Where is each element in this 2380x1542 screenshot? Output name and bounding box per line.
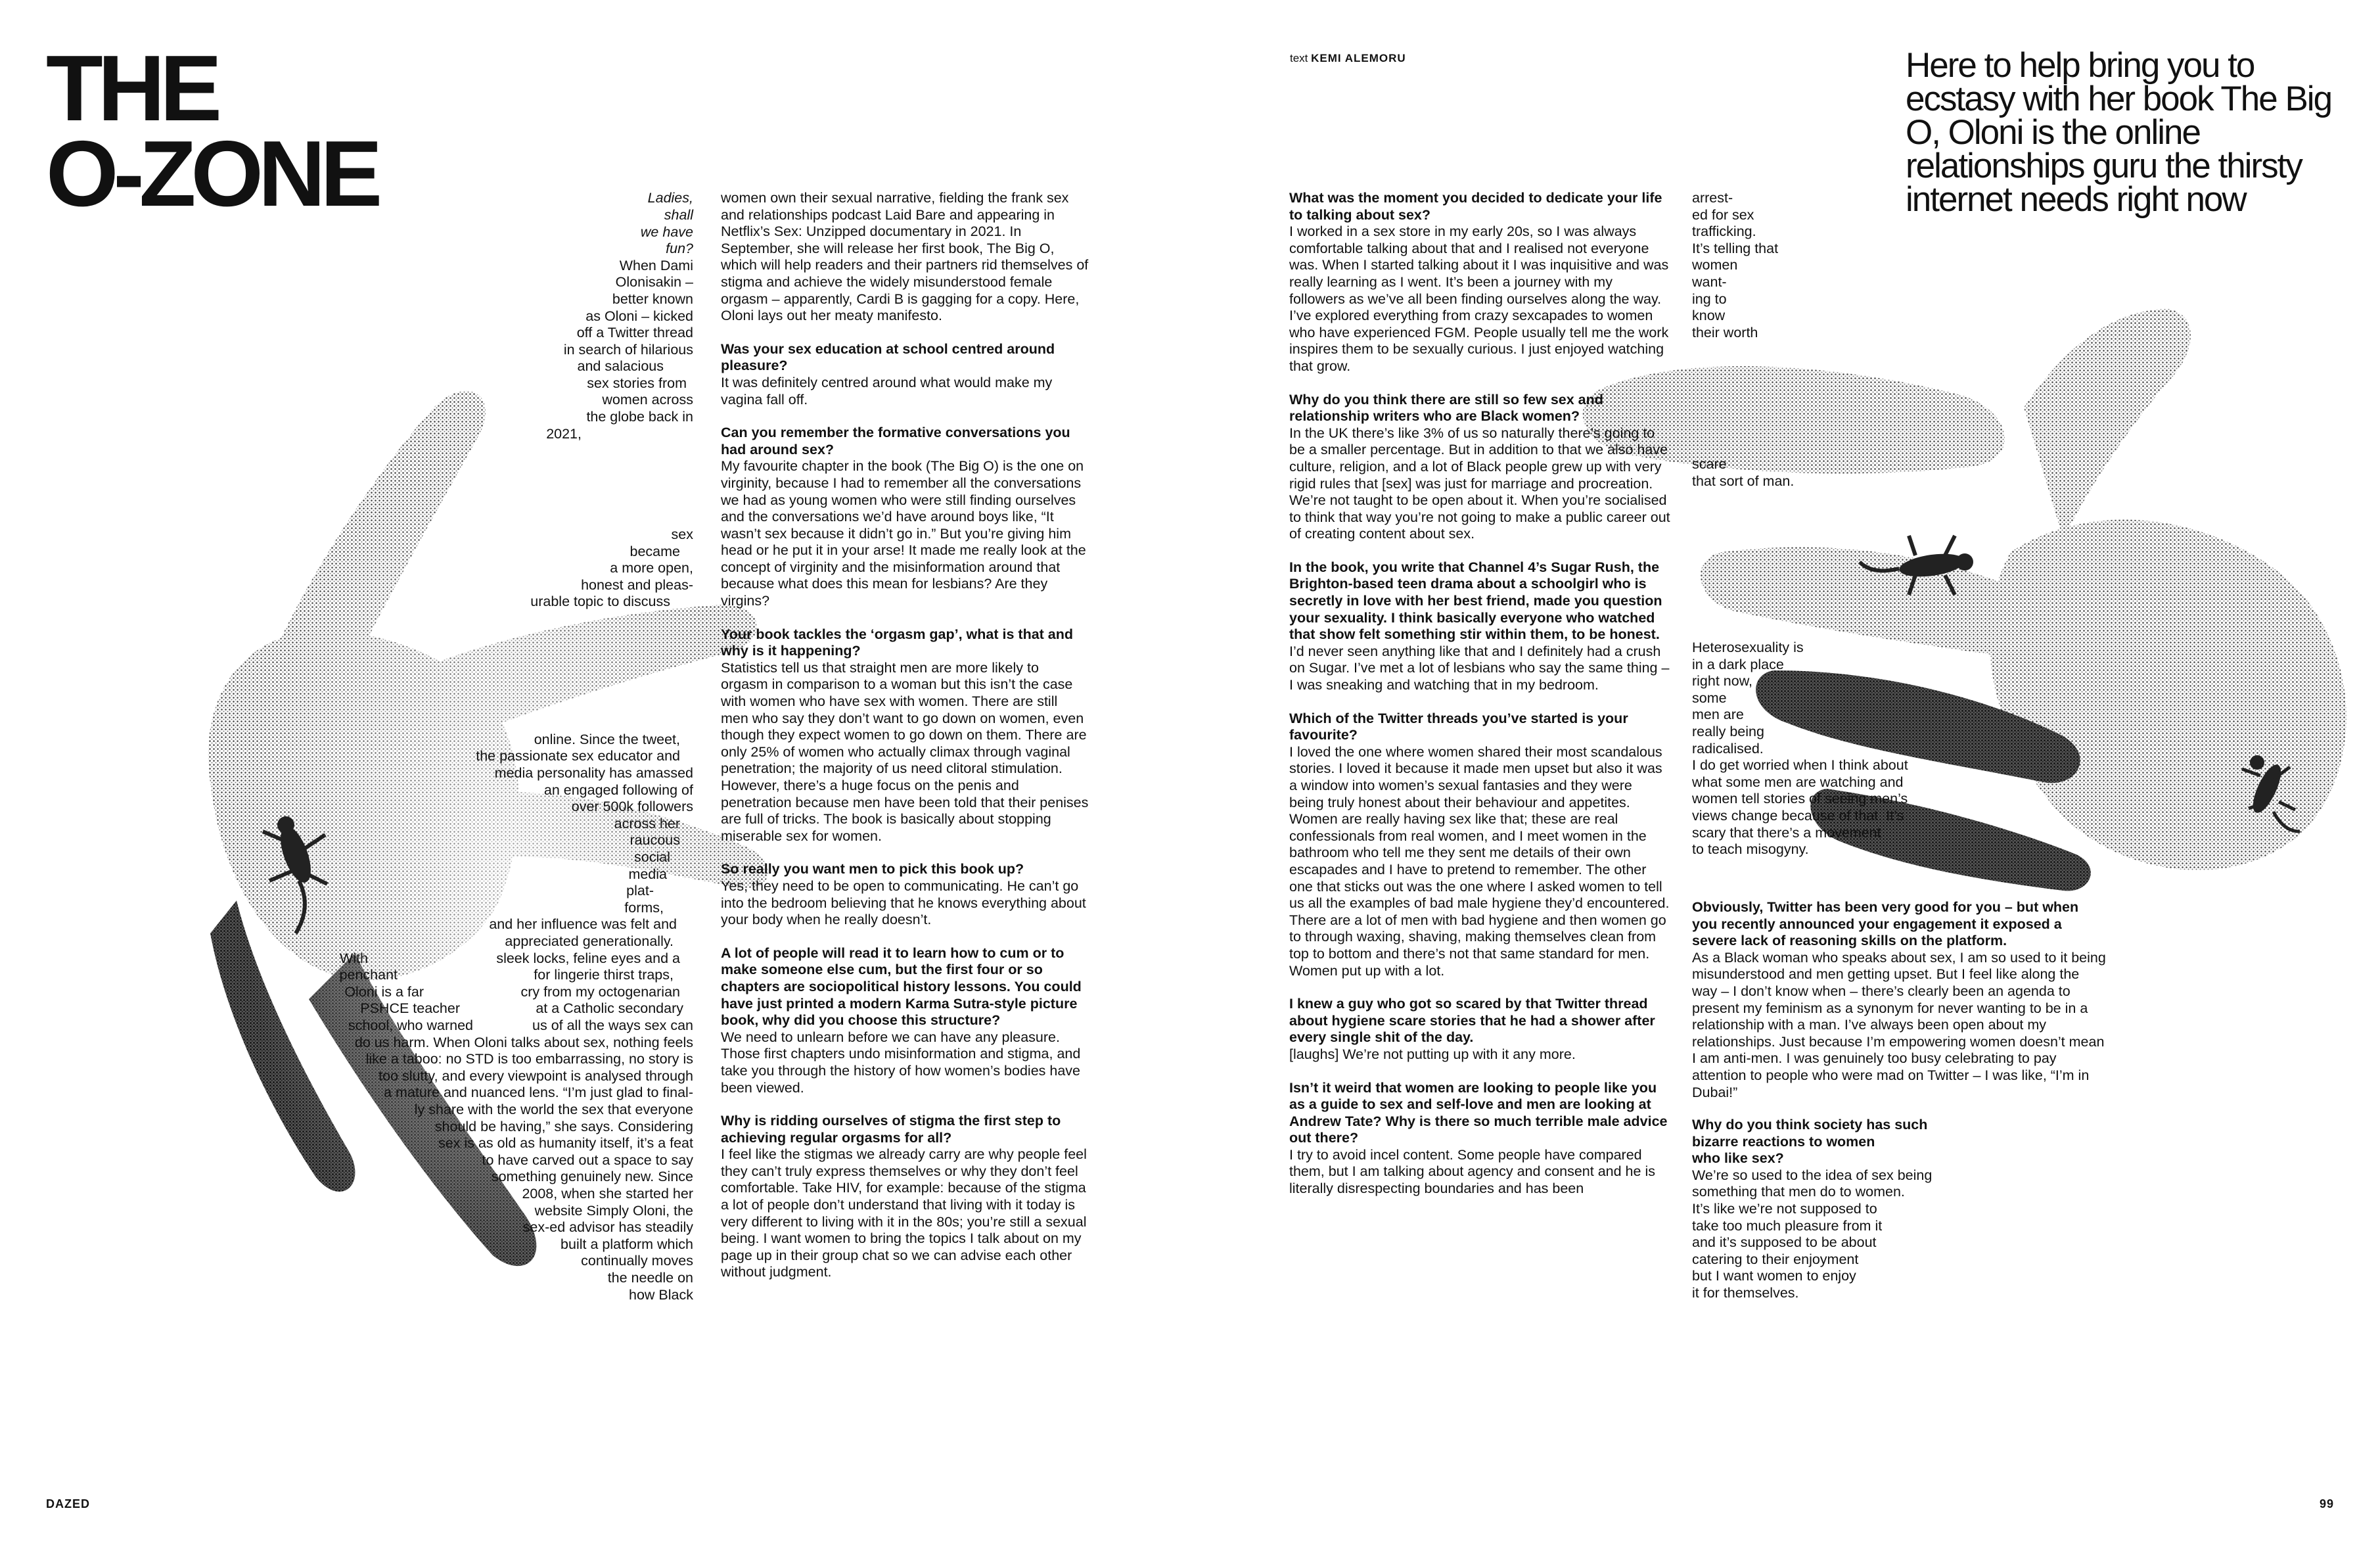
byline-author: KEMI ALEMORU: [1311, 52, 1406, 64]
intro-line: like a taboo: no STD is too embarrassing, no story is: [365, 1051, 693, 1067]
col2-qa-item: [721, 425, 1089, 610]
col4-qa-item: [1692, 899, 2106, 1101]
intro-line: school, who warned: [348, 1017, 473, 1033]
intro-line: 2008, when she started her: [522, 1186, 693, 1202]
col3-qa-item: [1289, 711, 1670, 980]
intro-line: we have: [640, 224, 693, 240]
col3-qa-item: [1289, 1080, 1670, 1198]
question-text: Isn’t it weird that women are looking to people like you as a guide to sex and self-love and men are looking at Andrew Tate? Why is there so much terrible male advice out there?: [1289, 1079, 1668, 1146]
text-line: and it’s supposed to be about: [1692, 1234, 1877, 1251]
title-line-1: THE: [46, 36, 217, 141]
text-line: bizarre reactions to women: [1692, 1133, 1875, 1150]
text-line: their worth: [1692, 324, 1758, 340]
intro-line: Ladies,: [647, 190, 693, 206]
intro-line: became: [629, 544, 680, 559]
col2-qa-item: [721, 945, 1089, 1096]
intro-line: appreciated generationally.: [505, 933, 674, 949]
question-text: A lot of people will read it to learn how to cum or to make someone else cum, but the first four or so chapters are sociopolitical history lessons. You could have just printed a modern Karma Sutra-style picture book, why did you choose this structure?: [721, 945, 1082, 1029]
page-title: [46, 36, 378, 226]
intro-line: ly share with the world the sex that everyone: [414, 1102, 693, 1117]
article-column-2: [721, 190, 1089, 1297]
text-line: what some men are watching and: [1692, 774, 1904, 790]
intro-line: and her influence was felt and: [489, 916, 677, 932]
left-hand-illustration: [158, 322, 802, 1321]
text-line: men are: [1692, 707, 1744, 723]
text-line: It’s like we’re not supposed to: [1692, 1200, 1877, 1217]
intro-line: sex stories from: [587, 375, 687, 391]
intro-line: raucous: [629, 832, 680, 848]
intro-line: a mature and nuanced lens. “I’m just glad to final-: [384, 1085, 693, 1100]
article-column-3: [1289, 190, 1670, 1214]
intro-line: for lingerie thirst traps,: [534, 967, 674, 983]
intro-line: something genuinely new. Since: [491, 1169, 693, 1184]
intro-line: With: [340, 950, 368, 966]
text-line: want-: [1692, 273, 1727, 290]
text-line: that sort of man.: [1692, 473, 1795, 489]
question-text: Why is ridding ourselves of stigma the first step to achieving regular orgasms for all?: [721, 1113, 1061, 1146]
article-column-4: [1692, 899, 2106, 1117]
intro-line: PSHCE teacher: [360, 1000, 460, 1016]
intro-line: sleek locks, feline eyes and a: [496, 950, 680, 966]
answer-text: I try to avoid incel content. Some people have compared them, but I am talking about agency and consent and he is literally disrespecting boundaries and has been: [1289, 1146, 1655, 1197]
intro-line: sex-ed advisor has steadily: [522, 1219, 693, 1235]
question-text: Which of the Twitter threads you’ve started is your favourite?: [1289, 710, 1628, 743]
col2-qa-item: [721, 626, 1089, 845]
answer-text: We need to unlearn before we can have any pleasure. Those first chapters undo misinformation and stigma, and take you through the history of how women’s bodies have been viewed.: [721, 1029, 1081, 1096]
answer-text: [laughs] We’re not putting up with it any more.: [1289, 1046, 1576, 1062]
intro-line: us of all the ways sex can: [532, 1017, 693, 1033]
intro-line: do us harm. When Oloni talks about sex, nothing feels: [354, 1035, 693, 1050]
intro-line: media: [628, 866, 667, 882]
intro-line: and salacious: [577, 358, 664, 374]
footer-magazine-name: DAZED: [46, 1497, 90, 1510]
col4-last-qa: [1692, 1117, 1932, 1302]
byline: [1290, 52, 1406, 65]
answer-text: In the UK there’s like 3% of us so naturally there’s going to be a smaller percentage. But in addition to that we also have culture, religion, and a lot of Black people grew up with very rigid rules that [sex] was just for marriage and procreation. We’re not taught to be open about it. When you’re socialised to think that way you’re not going to make a public career out of creating content about sex.: [1289, 425, 1670, 542]
col3-qa-item: [1289, 996, 1670, 1063]
intro-line: the passionate sex educator and: [476, 748, 680, 764]
text-line: but I want women to enjoy: [1692, 1268, 1856, 1284]
col2-qa-item: [721, 1113, 1089, 1281]
answer-text: As a Black woman who speaks about sex, I am so used to it being misunderstood and men getting upset. But I feel like along the way – I don’t know when – there’s clearly been an agenda to present my feminism as a synonym for never wanting to be in a relationship with a man. I’ve always been open about my relationships. Just because I’m empowering women doesn’t mean I am anti-men. I was genuinely too busy celebrating to pay attention to people who were mad on Twitter – I was like, “I’m in Dubai!”: [1692, 949, 2106, 1100]
intro-line: 2021,: [546, 426, 582, 442]
text-line: trafficking.: [1692, 223, 1756, 240]
footer-page-number: 99: [2320, 1497, 2335, 1510]
question-text: What was the moment you decided to dedicate your life to talking about sex?: [1289, 190, 1662, 223]
question-text: Your book tackles the ‘orgasm gap’, what is that and why is it happening?: [721, 626, 1074, 659]
col3-qa-item: [1289, 190, 1670, 375]
text-line: take too much pleasure from it: [1692, 1217, 1883, 1234]
text-line: catering to their enjoyment: [1692, 1251, 1859, 1267]
intro-line: should be having,” she says. Considering: [434, 1119, 693, 1134]
intro-line: a more open,: [610, 560, 693, 576]
intro-line: online. Since the tweet,: [534, 732, 680, 747]
answer-text: It was definitely centred around what would make my vagina fall off.: [721, 374, 1053, 408]
col2-qa-item: [721, 341, 1089, 408]
question-text: Why do you think there are still so few sex and relationship writers who are Black women?: [1289, 391, 1603, 425]
intro-line: Olonisakin –: [615, 274, 693, 290]
col3-qa-item: [1289, 559, 1670, 694]
intro-line: in search of hilarious: [563, 342, 693, 358]
intro-line: cry from my octogenarian: [520, 984, 680, 1000]
col2-lead: women own their sexual narrative, fielding the frank sex and relationships podcast Laid Bare and appearing in Netflix’s Sex: Unzipped documentary in 2021. In September, she will release her first book, The Big O, which will help readers and their partners rid themselves of stigma and achieve the widely misunderstood female orgasm – apparently, Cardi B is gagging for a copy. Here, Oloni lays out her meaty manifesto.: [721, 190, 1089, 324]
text-line: radicalised.: [1692, 740, 1764, 757]
text-line: some: [1692, 689, 1727, 706]
text-line: really being: [1692, 723, 1764, 739]
question-text: I knew a guy who got so scared by that Twitter thread about hygiene scare stories that he had a shower after every single shit of the day.: [1289, 996, 1655, 1046]
text-line: it for themselves.: [1692, 1284, 1799, 1301]
text-line: know: [1692, 308, 1726, 324]
intro-line: sex is as old as humanity itself, it’s a feat: [438, 1135, 693, 1151]
text-line: views change because of that. It’s: [1692, 807, 1904, 824]
intro-line: how Black: [629, 1287, 693, 1303]
intro-line: media personality has amassed: [494, 765, 693, 781]
intro-line: women across: [602, 392, 693, 408]
intro-line: plat-: [626, 883, 654, 899]
intro-line: built a platform which: [561, 1236, 693, 1252]
byline-prefix: text: [1290, 52, 1308, 64]
intro-line: too slutty, and every viewpoint is analysed through: [378, 1068, 693, 1084]
text-line: Heterosexuality is: [1692, 640, 1804, 655]
text-line: to teach misogyny.: [1692, 841, 1809, 858]
intro-line: honest and pleas-: [581, 577, 693, 593]
answer-text: Yes, they need to be open to communicating. He can’t go into the bedroom believing that he knows everything about your body when he really doesn’t.: [721, 877, 1086, 928]
intro-line: website Simply Oloni, the: [534, 1203, 693, 1219]
question-text: Obviously, Twitter has been very good for you – but when you recently announced your engagement it exposed a severe lack of reasoning skills on the platform.: [1692, 899, 2079, 949]
text-line: scary that there’s a movement: [1692, 824, 1881, 841]
intro-line: forms,: [624, 900, 664, 916]
intro-line: fun?: [666, 241, 693, 256]
answer-text: I worked in a sex store in my early 20s, so I was always comfortable talking about that and I realised not everyone was. When I started talking about it I was inquisitive and was really learning as I went. It’s been a journey with my followers as we’ve all been finding ourselves along the way. I’ve explored everything from crazy sexcapades to women who have experienced FGM. People usually tell me the work inspires them to be sexually curious. I just enjoyed watching that grow.: [1289, 223, 1669, 374]
text-line: scare: [1692, 456, 1727, 472]
text-line: in a dark place: [1692, 656, 1784, 672]
intro-line: shall: [664, 207, 693, 223]
text-line: I do get worried when I think about: [1692, 757, 1908, 774]
intro-line: social: [634, 849, 670, 865]
answer-text: I’d never seen anything like that and I definitely had a crush on Sugar. I’ve met a lot of lesbians who say the same thing – I was sneaking and watching that in my bedroom.: [1289, 643, 1670, 693]
intro-line: When Dami: [619, 258, 693, 273]
intro-line: better known: [612, 291, 693, 307]
intro-line: sex: [671, 526, 693, 542]
text-line: arrest-: [1692, 190, 1733, 206]
col4-low-lines: [1692, 640, 1908, 858]
text-line: Why do you think society has such: [1692, 1117, 1928, 1133]
intro-line: an engaged following of: [543, 782, 693, 798]
answer-text: My favourite chapter in the book (The Big O) is the one on virginity, because I had to remember all the conversations we had as young women who were still finding ourselves and the conversations we’d have around boys like, “It wasn’t sex because it didn’t go in.” But you’re giving him head or he put it in your arse! It made me really look at the concept of virginity and the misinformation around that because what does this mean for lesbians? Are they virgins?: [721, 458, 1086, 609]
intro-line: the needle on: [607, 1270, 693, 1286]
intro-line: across her: [614, 816, 680, 831]
text-line: We’re so used to the idea of sex being: [1692, 1167, 1933, 1183]
intro-line: over 500k followers: [571, 799, 693, 814]
answer-text: Statistics tell us that straight men are more likely to orgasm in comparison to a woman but this isn’t the case with women who have sex with women. There are still men who say they don’t want to go down on women, even though they expect women to go down on them. There are only 25% of women who actually climax through vaginal penetration; the majority of us need clitoral stimulation. However, there’s a huge focus on the penis and penetration because men have been told that their penises are full of tricks. The book is basically about stopping miserable sex for women.: [721, 659, 1089, 844]
text-line: ed for sex: [1692, 206, 1754, 223]
intro-line: urable topic to discuss: [530, 594, 670, 609]
title-line-2: O-ZONE: [46, 122, 378, 226]
intro-line: at a Catholic secondary: [536, 1000, 683, 1016]
text-line: women: [1692, 257, 1738, 273]
intro-line: continually moves: [581, 1253, 693, 1269]
standfirst: Here to help bring you to ecstasy with her book The Big O, Oloni is the online relationships guru the thirsty internet needs right now: [1906, 46, 2332, 219]
intro-line: to have carved out a space to say: [482, 1152, 693, 1168]
col2-qa-item: [721, 861, 1089, 928]
col4-mid-lines: [1692, 456, 1794, 490]
col4-top-lines: [1692, 190, 1778, 341]
intro-line: penchant: [339, 967, 398, 983]
answer-text: I feel like the stigmas we already carry are why people feel they can’t truly express themselves or why they don’t feel comfortable. Take HIV, for example: because of the stigma a lot of people don’t understand that living with it today is very different to living with it in the 80s; you’re still a sexual being. I want women to bring the topics I talk about on my page up in their group chat so we can advise each other without judgment.: [721, 1146, 1087, 1280]
text-line: women tell stories of seeing men’s: [1692, 791, 1908, 807]
text-line: It’s telling that: [1692, 240, 1779, 256]
intro-line: the globe back in: [586, 409, 693, 425]
answer-text: I loved the one where women shared their most scandalous stories. I loved it because it made men upset but also it was a window into women’s sexual fantasies and they were being truly honest about their behaviour and appetites. Women are really having sex like that; these are real confessionals from real women, and I meet women in the bathroom who tell me they sent me details of their own escapades and I have to pretend to remember. The other one that sticks out was the one where I asked women to tell us all the examples of bad male hygiene they’d encountered. There are a lot of men with bad hygiene and then women go to through waxing, shaving, making themselves clean from top to bottom and there’s not that same standard for men. Women put up with a lot.: [1289, 743, 1670, 979]
text-line: right now,: [1692, 673, 1753, 689]
text-line: ing to: [1692, 291, 1727, 307]
intro-line: off a Twitter thread: [576, 325, 693, 340]
col3-qa-item: [1289, 392, 1670, 543]
question-text: So really you want men to pick this book up?: [721, 861, 1024, 877]
question-text: Was your sex education at school centred around pleasure?: [721, 340, 1055, 374]
text-line: something that men do to women.: [1692, 1184, 1905, 1200]
text-line: who like sex?: [1692, 1150, 1784, 1167]
question-text: Can you remember the formative conversations you had around sex?: [721, 425, 1070, 457]
intro-line: as Oloni – kicked: [585, 308, 693, 324]
question-text: In the book, you write that Channel 4’s Sugar Rush, the Brighton-based teen drama about a schoolgirl who is secretly in love with her best friend, made you question your sexuality. I think basically everyone who watched that show felt something stir within them, to be honest.: [1289, 559, 1662, 643]
intro-line: Oloni is a far: [344, 984, 424, 1000]
